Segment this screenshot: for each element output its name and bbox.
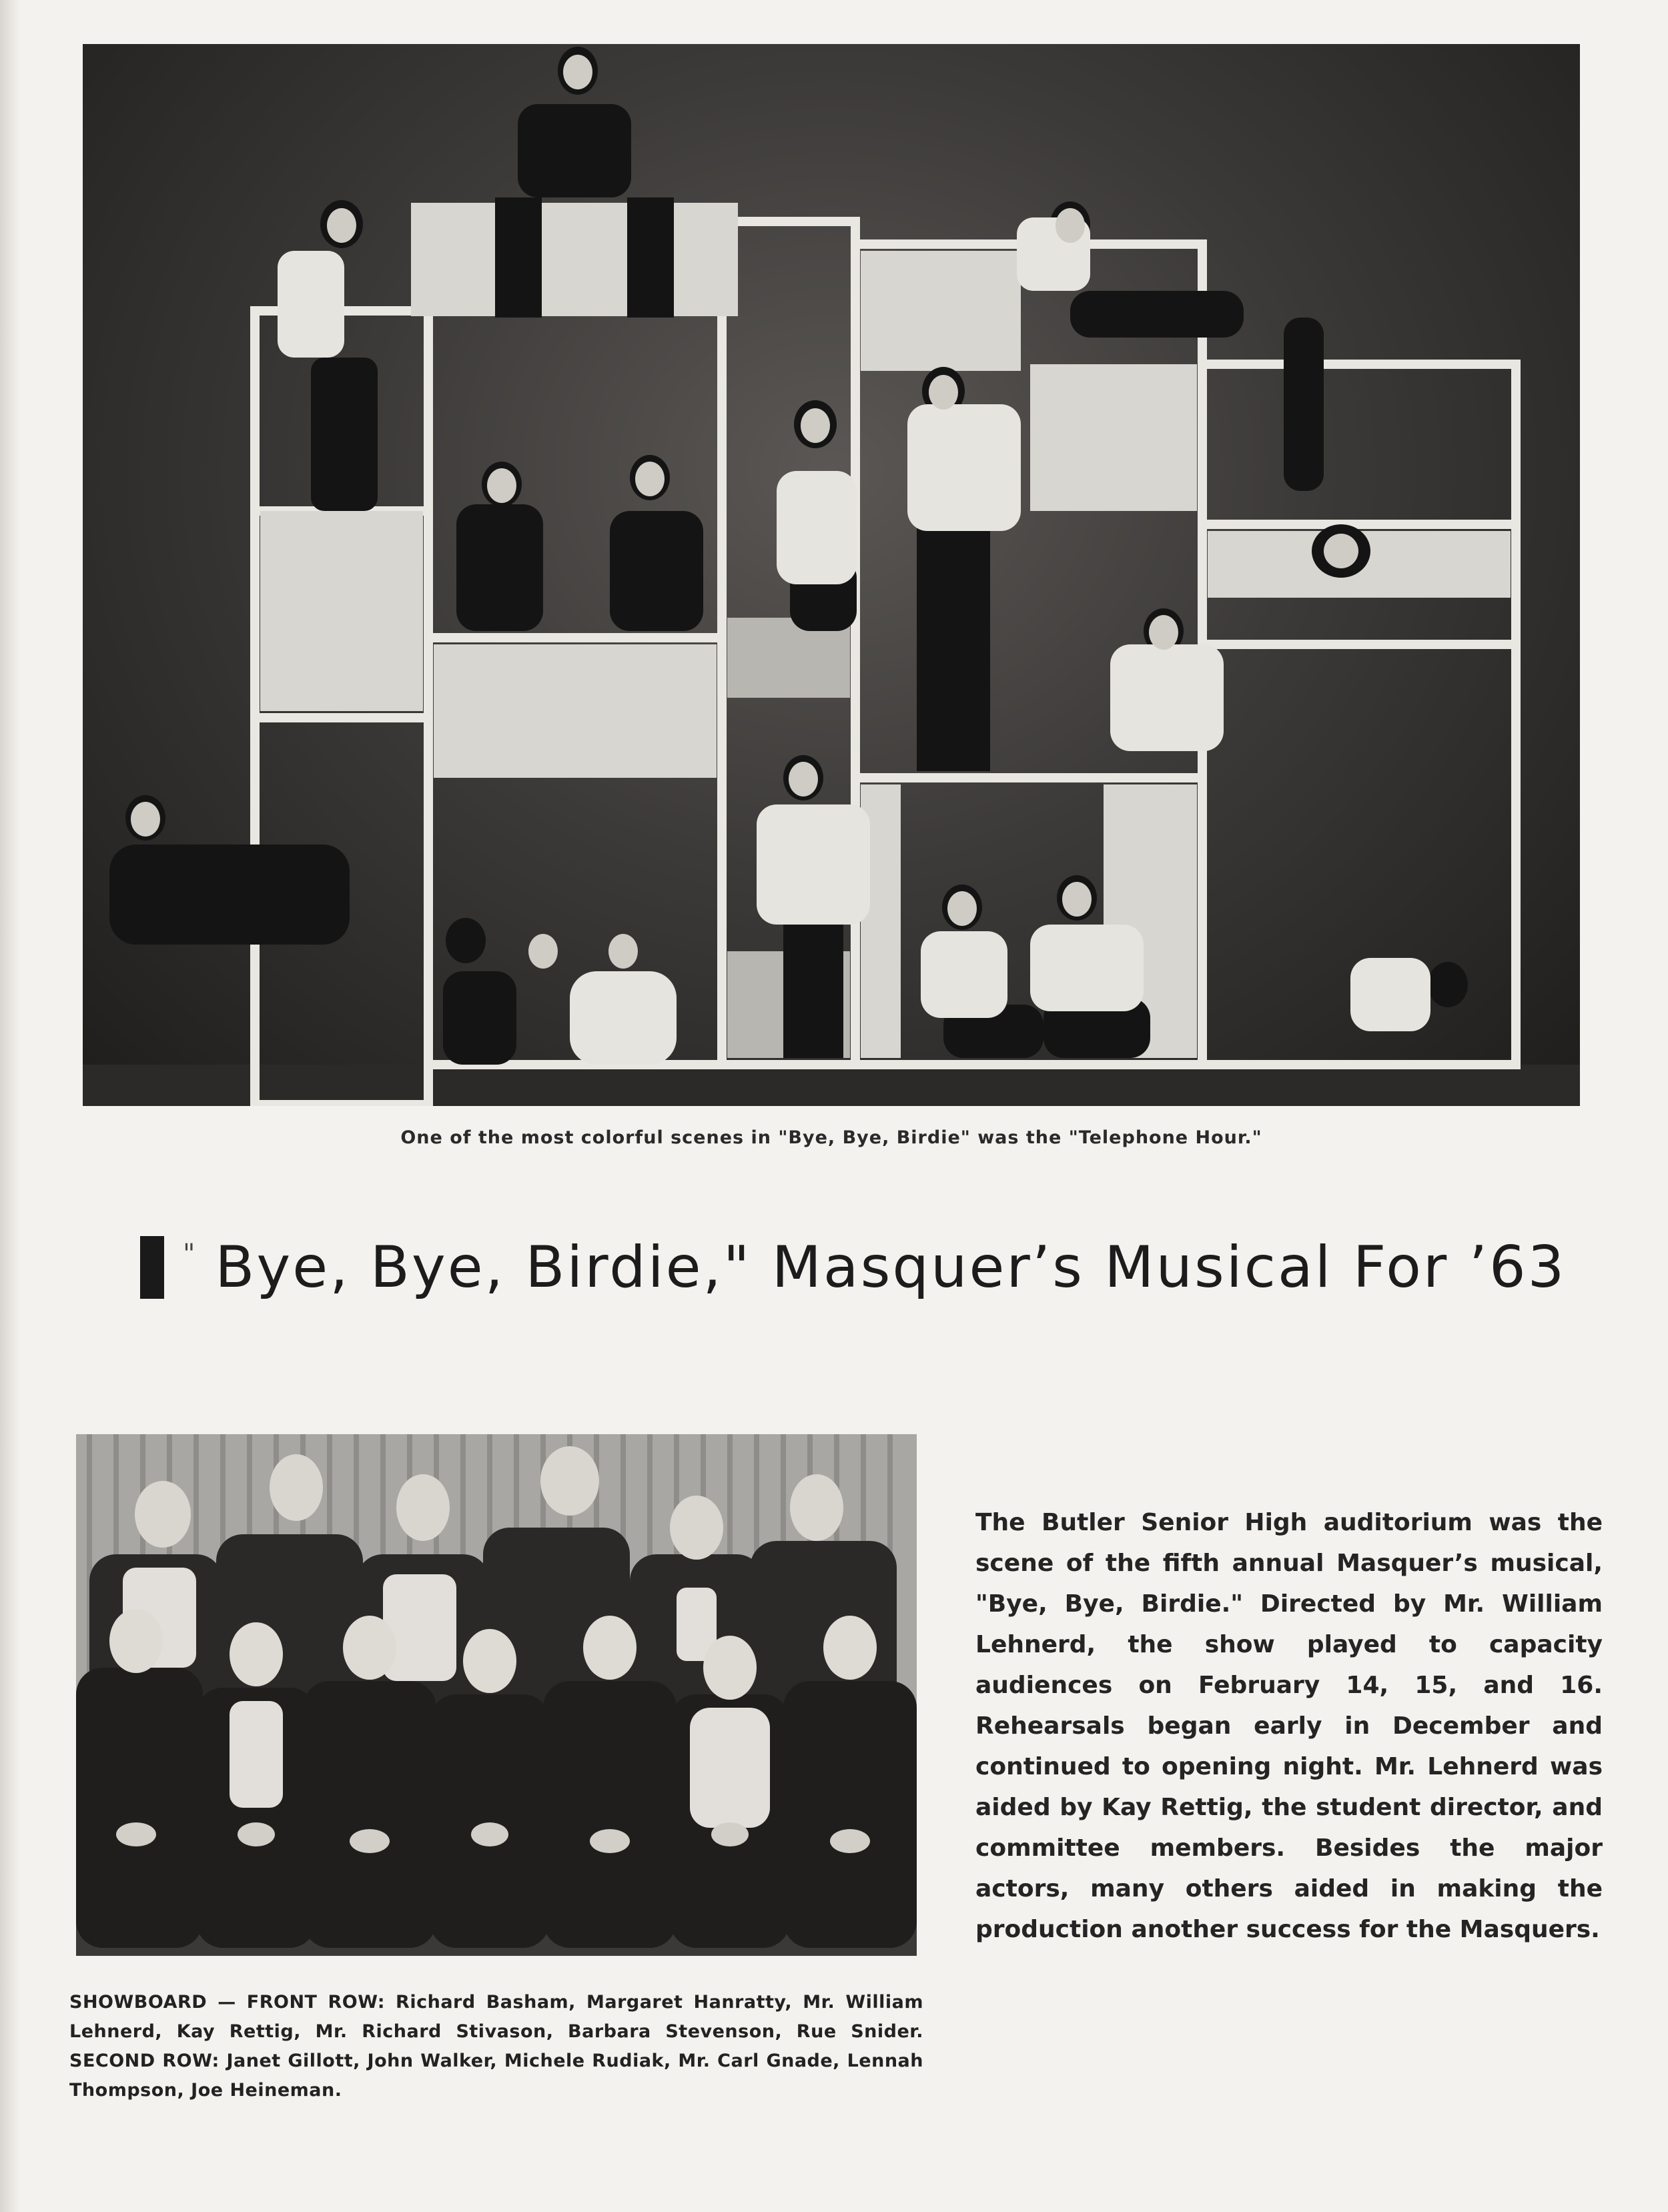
page-title: Bye, Bye, Birdie," Masquer’s Musical For ’63: [215, 1234, 1567, 1301]
heading-marker: [140, 1236, 164, 1299]
heading-quote-mark: ": [183, 1239, 195, 1269]
top-photo-caption: One of the most colorful scenes in "Bye, Bye, Birdie" was the "Telephone Hour.": [400, 1127, 1262, 1148]
article-body: The Butler Senior High auditorium was the scene of the fifth annual Masquer’s musical, "Bye, Bye, Birdie." Directed by Mr. William Lehnerd, the show played to capacity audiences on February 14, 15, and 16. Rehearsals began early in December and continued to opening night. Mr. Lehnerd was aided by Kay Rettig, the student director, and committee members. Besides the major actors, many others aided in making the production another success for the Masquers.: [975, 1509, 1603, 1943]
article-heading: [140, 1227, 1567, 1307]
group-photo-caption: SHOWBOARD — FRONT ROW: Richard Basham, Margaret Hanratty, Mr. William Lehnerd, Kay Rettig, Mr. Richard Stivason, Barbara Stevenson, Rue Snider. SECOND ROW: Janet Gillott, John Walker, Michele Rudiak, Mr. Carl Gnade, Lennah Thompson, Joe Heineman.: [69, 1992, 923, 2101]
telephone-hour-photo: [83, 44, 1580, 1106]
page-binding-edge: [0, 0, 20, 2212]
showboard-group-photo: [76, 1434, 917, 1956]
